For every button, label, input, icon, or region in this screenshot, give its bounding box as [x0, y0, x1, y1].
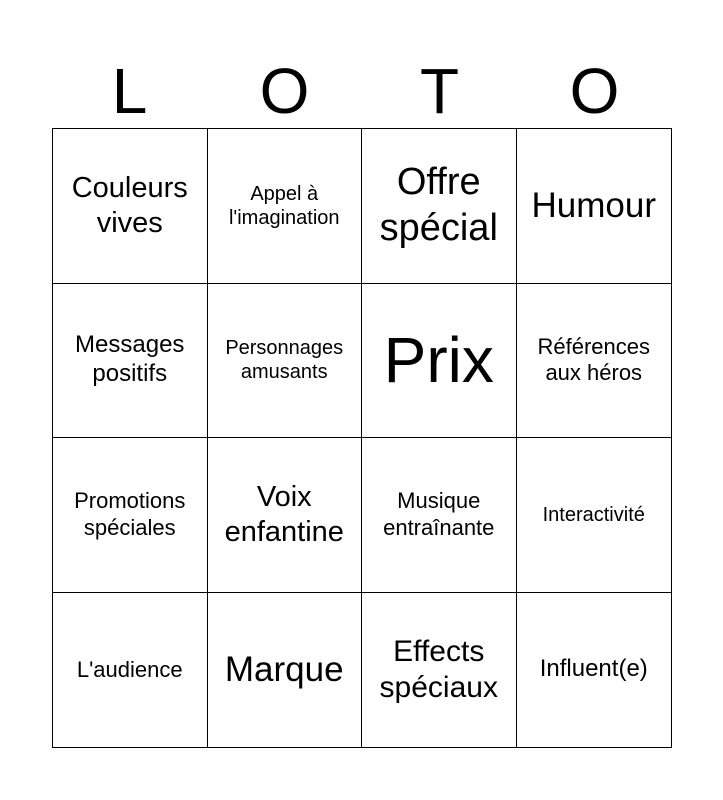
bingo-cell[interactable]: Marque: [208, 593, 363, 748]
header-letter: L: [111, 55, 148, 127]
bingo-cell[interactable]: Messages positifs: [53, 284, 208, 439]
bingo-cell[interactable]: Prix: [362, 284, 517, 439]
bingo-cell[interactable]: Influent(e): [539, 655, 648, 683]
header-letter: T: [419, 55, 460, 127]
bingo-cell[interactable]: Offre spécial: [362, 129, 517, 284]
header-letter: O: [259, 55, 310, 127]
bingo-cell[interactable]: Appel à l'imagination: [208, 129, 363, 284]
bingo-cell[interactable]: Interactivité: [517, 438, 672, 593]
bingo-cell[interactable]: L'audience: [53, 593, 208, 748]
bingo-cell[interactable]: Effects spéciaux: [362, 593, 517, 748]
bingo-cell[interactable]: Couleurs vives: [53, 129, 208, 284]
bingo-cell[interactable]: Personnages amusants: [208, 284, 363, 439]
bingo-cell[interactable]: Promotions spéciales: [53, 438, 208, 593]
bingo-cell[interactable]: Voix enfantine: [208, 438, 363, 593]
bingo-grid: [52, 128, 672, 748]
bingo-cell[interactable]: Musique entraînante: [362, 438, 517, 593]
bingo-header: [52, 55, 672, 127]
bingo-cell[interactable]: Références aux héros: [517, 284, 672, 439]
bingo-cell[interactable]: Humour: [517, 129, 672, 284]
header-letter: O: [569, 55, 620, 127]
